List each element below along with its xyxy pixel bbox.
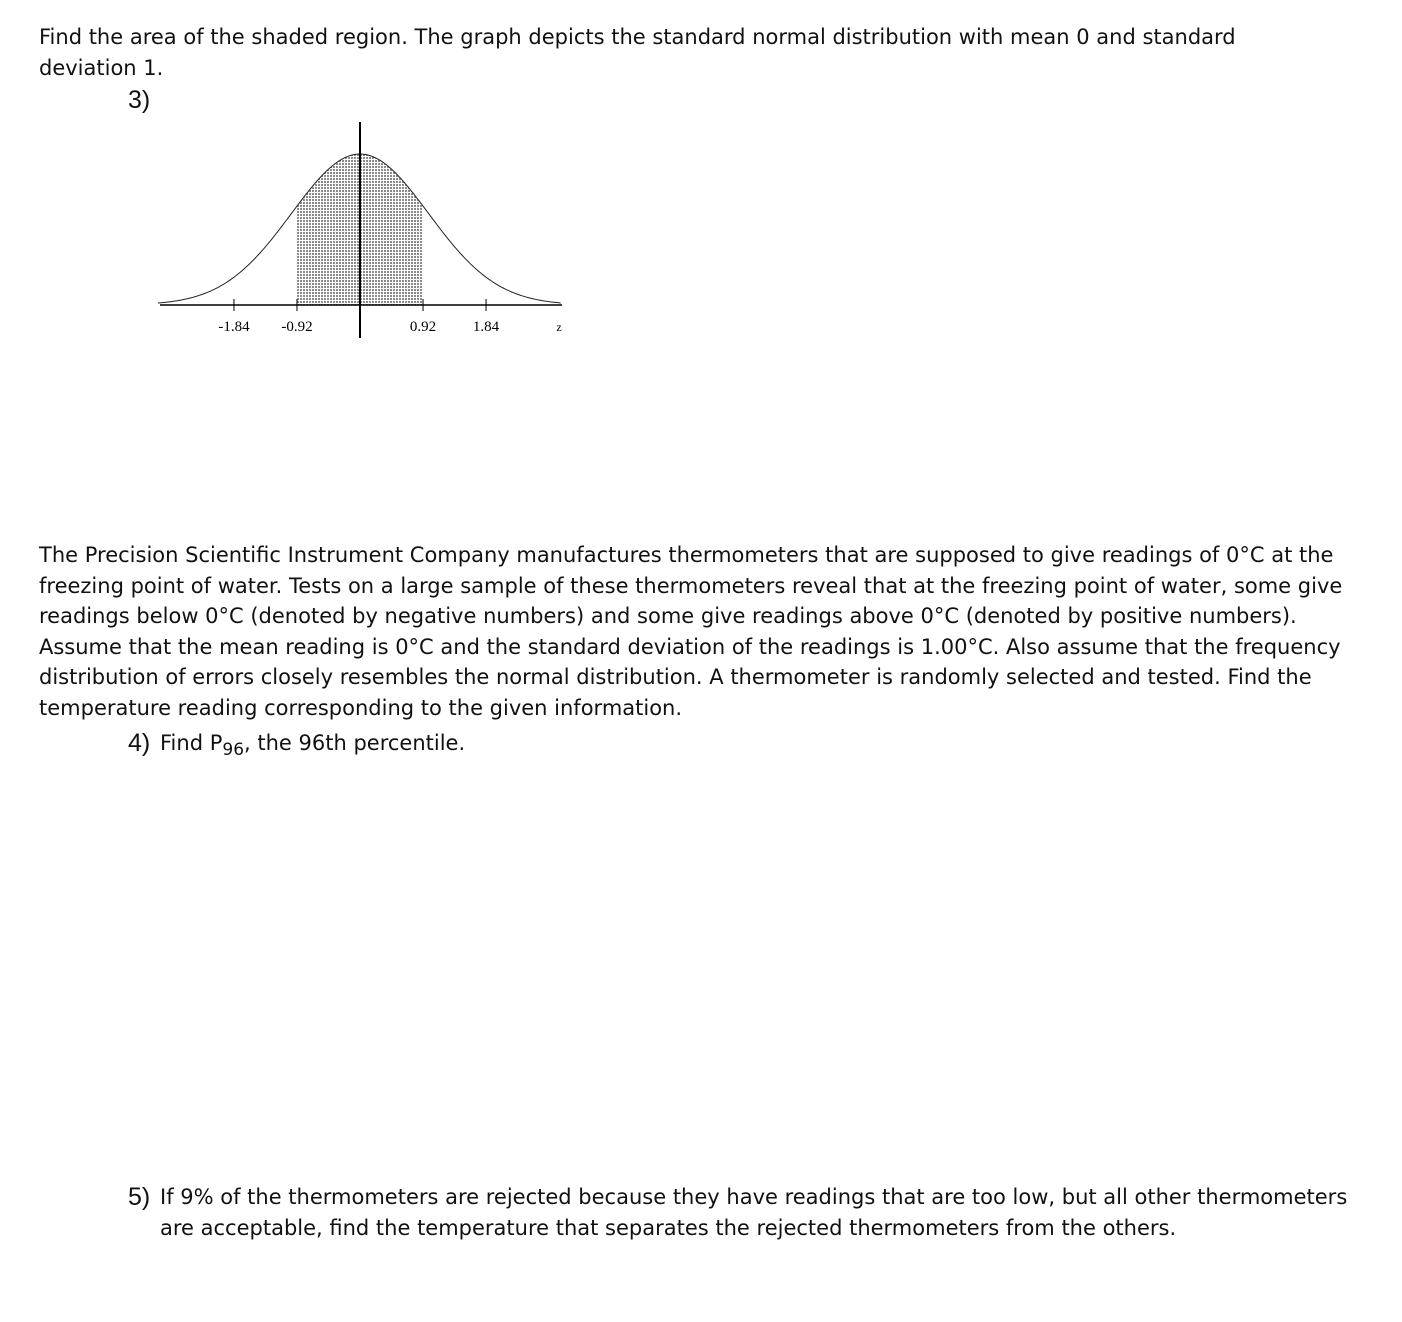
question-4-text [160,728,465,766]
tick-label: 0.92 [409,319,437,335]
normal-distribution-chart [150,112,580,344]
x-axis-label: z [556,320,562,334]
question-4-subscript: 96 [222,740,245,760]
tick-label: -0.92 [281,319,313,335]
question-3-number: 3) [128,86,151,114]
tick-label: -1.84 [218,319,250,335]
question-5-text: If 9% of the thermometers are rejected because they have readings that are too low, but all other thermometers are acceptable, find the temperature that separates the rejected thermometers from the others. [160,1185,1348,1240]
question-5-number: 5) [128,1183,151,1211]
question-4-text-after: , the 96th percentile. [244,731,466,755]
intro-q3: Find the area of the shaded region. The graph depicts the standard normal distribution with mean 0 and standard deviation 1. [39,25,1236,80]
question-4-text-before: Find P [160,731,223,755]
intro-q45: The Precision Scientific Instrument Company manufactures thermometers that are supposed to give readings of 0°C at the freezing point of water. Tests on a large sample of these thermometers reveal that at the freezing point of water, some give readings below 0°C (denoted by negative numbers) and some give readings above 0°C (denoted by positive numbers). Assume that the mean reading is 0°C and the standard deviation of the readings is 1.00°C. Also assume that the frequency distribution of errors closely resembles the normal distribution. A thermometer is randomly selected and tested. Find the temperature reading corresponding to the given information. [39,543,1343,720]
tick-label: 1.84 [472,319,500,335]
question-4-number: 4) [128,729,151,757]
